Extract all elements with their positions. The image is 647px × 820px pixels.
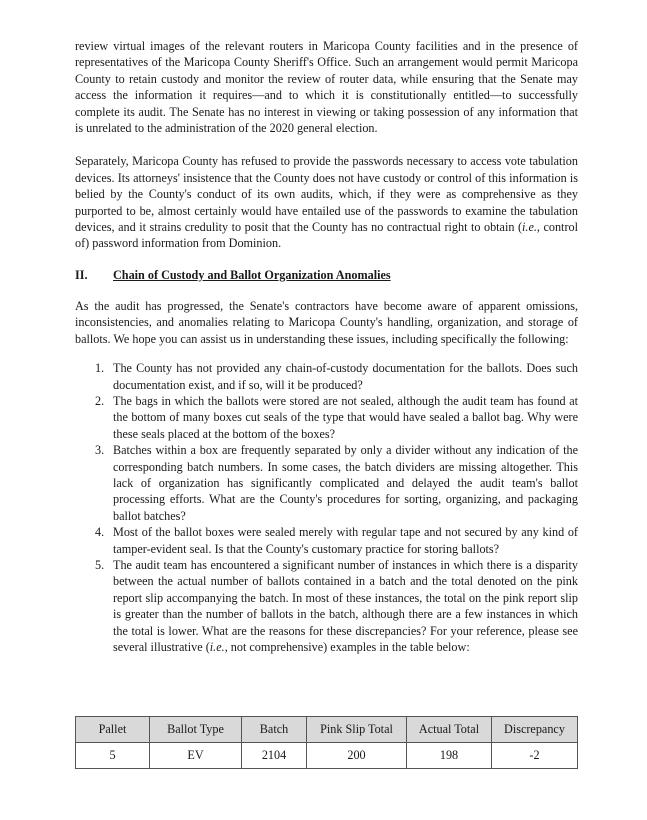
table-header-row [76,717,578,743]
cell-actual-total: 198 [407,743,492,769]
table-row [76,743,578,769]
section-number: II. [75,267,88,282]
header-actual-total: Actual Total [407,717,492,743]
header-batch: Batch [242,717,307,743]
cell-discrepancy: -2 [492,743,578,769]
paragraph-router-access: review virtual images of the relevant routers in Maricopa County facilities and in the presence of representatives of the Maricopa County Sheriff's Office. Such an arrangement would permit Maricopa County to retain custody and monitor the review of router data, while ensuring that the Senate may access the information it requires—and to which it is constitutionally entitled—to successfully complete its audit. The Senate has no interest in viewing or taking possession of any information that is unrelated to the administration of the 2020 general election. [75,39,578,136]
paragraph-intro: As the audit has progressed, the Senate's contractors have become aware of apparent omissions, inconsistencies, and anomalies relating to Maricopa County's handling, organization, and storage of ballots. We hope you can assist us in understanding these issues, including specifically the following: [75,298,578,346]
cell-pink-slip-total: 200 [307,743,407,769]
header-pallet: Pallet [76,717,150,743]
cell-ballot-type: EV [150,743,242,769]
paragraph-passwords: Separately, Maricopa County has refused to provide the passwords necessary to access vote tabulation devices. Its attorneys' insistence that the County does not have custody or control of this information is belied by the County's conduct of its own audits, which, if they were as comprehensive as they purported to be, almost certainly would have entailed use of the passwords to examine the tabulation devices, and it strains credulity to posit that the County has no contractual right to obtain (i.e., control of) password information from Dominion. [75,154,578,251]
list-item: 5. The audit team has encountered a significant number of instances in which there is a disparity between the actual number of ballots contained in a batch and the total denoted on the pink report slip accompanying the batch. In most of these instances, the total on the pink report slip is greater than the number of ballots in the batch, although there are a few instances in which the total is lower. What are the reasons for these discrepancies? For your reference, please see several illustrative (i.e., not comprehensive) examples in the table below: [95,557,578,654]
list-item: 4. Most of the ballot boxes were sealed merely with regular tape and not secured by any kind of tamper-evident seal. Is that the County's customary practice for storing ballots? [95,525,578,556]
cell-pallet: 5 [76,743,150,769]
document-page [75,38,578,655]
list-item: 1. The County has not provided any chain-of-custody documentation for the ballots. Does such documentation exist, and if so, will it be produced? [95,361,578,392]
header-pink-slip-total: Pink Slip Total [307,717,407,743]
discrepancy-table [75,716,578,769]
header-discrepancy: Discrepancy [492,717,578,743]
section-heading [75,267,578,283]
list-item: 3. Batches within a box are frequently separated by only a divider without any indication of the corresponding batch numbers. In some cases, the batch dividers are missing altogether. This lack of organization has significantly complicated and delayed the audit team's ballot processing efforts. What are the County's procedures for sorting, organizing, and packaging ballot batches? [95,443,578,523]
list-item: 2. The bags in which the ballots were stored are not sealed, although the audit team has found at the bottom of many boxes cut seals of the type that would have sealed a ballot bag. Why were these seals placed at the bottom of the boxes? [95,393,578,441]
header-ballot-type: Ballot Type [150,717,242,743]
cell-batch: 2104 [242,743,307,769]
issues-list [75,360,578,655]
section-title: Chain of Custody and Ballot Organization Anomalies [113,267,391,282]
